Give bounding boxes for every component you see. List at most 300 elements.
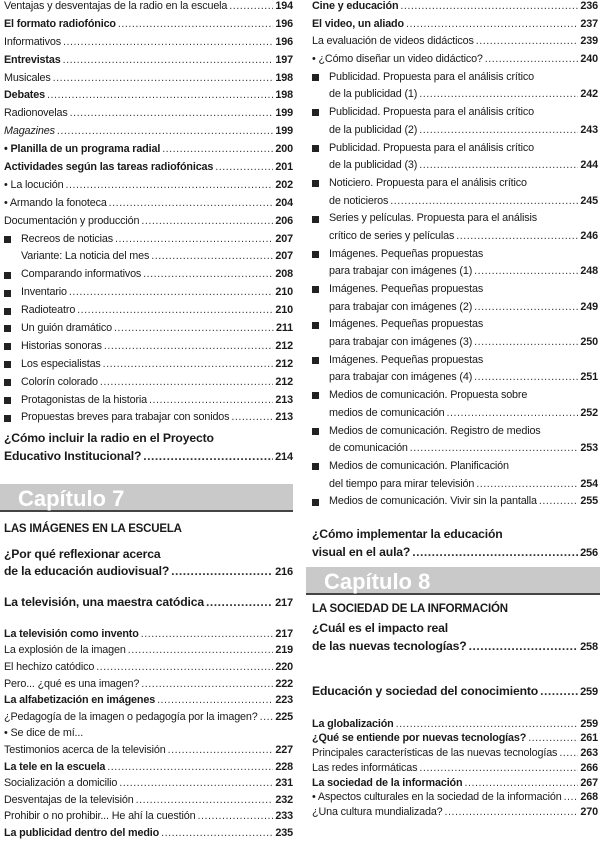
entry-title: Medios de comunicación. Planificación <box>329 459 509 472</box>
entry-title: • Aspectos culturales en la sociedad de la información <box>312 791 562 804</box>
toc-entry[interactable] <box>4 0 293 16</box>
page-number: 217 <box>275 627 293 640</box>
entry-title: Propuestas breves para trabajar con sonidos <box>21 411 230 424</box>
entry-title: Publicidad. Propuesta para el análisis crítico <box>329 141 534 154</box>
toc-entry[interactable] <box>4 105 293 123</box>
dot-leader <box>161 825 273 842</box>
toc-chapter-8 <box>312 620 598 820</box>
page-number: 258 <box>580 640 598 653</box>
dot-leader <box>136 792 274 809</box>
toc-entry[interactable] <box>4 692 293 709</box>
square-bullet-icon <box>4 415 11 422</box>
toc-line <box>312 387 598 405</box>
square-bullet-icon <box>312 286 319 293</box>
entry-title: Publicidad. Propuesta para el análisis crítico <box>329 106 534 119</box>
page-number: 201 <box>275 161 293 174</box>
toc-entry[interactable] <box>4 709 293 726</box>
toc-line <box>312 122 598 140</box>
entry-title: Variante: La noticia del mes <box>21 250 150 263</box>
dot-leader <box>171 563 273 580</box>
toc-entry[interactable] <box>4 594 293 611</box>
toc-entry[interactable] <box>4 409 293 427</box>
toc-line <box>312 731 598 746</box>
square-bullet-icon <box>4 236 11 243</box>
page-number: 194 <box>275 0 293 12</box>
page-number: 204 <box>275 196 293 209</box>
toc-entry[interactable] <box>4 266 293 284</box>
toc-line <box>4 105 293 123</box>
entry-title: ¿Pedagogía de la imagen o pedagogía por la imagen? <box>4 710 258 723</box>
page-number: 228 <box>275 760 293 773</box>
toc-line <box>312 0 598 16</box>
toc-line <box>312 717 598 732</box>
toc-line <box>4 177 293 195</box>
toc-entry[interactable] <box>4 642 293 659</box>
toc-entry[interactable] <box>312 717 598 732</box>
toc-line <box>312 86 598 104</box>
page-number: 196 <box>275 17 293 30</box>
toc-line <box>312 69 598 87</box>
toc-line <box>312 476 598 494</box>
page-number: 270 <box>580 806 598 819</box>
dot-leader <box>528 731 578 746</box>
square-bullet-icon <box>312 180 319 187</box>
toc-line <box>4 338 293 356</box>
page-number: 232 <box>275 793 293 806</box>
entry-title: La televisión, una maestra catódica <box>4 595 204 610</box>
entry-title: Debates <box>4 89 45 102</box>
toc-line <box>4 195 293 213</box>
toc-entry[interactable] <box>4 87 293 105</box>
dot-leader <box>474 334 578 352</box>
entry-title: El formato radiofónico <box>4 17 116 30</box>
page-number: 206 <box>275 214 293 227</box>
entry-title: de la educación audiovisual? <box>4 563 170 578</box>
entry-title: de la publicidad (2) <box>329 123 418 136</box>
dot-leader <box>464 776 578 791</box>
dot-leader <box>63 52 274 70</box>
page-number: 242 <box>580 88 598 101</box>
toc-line <box>312 458 598 476</box>
toc-line <box>312 210 598 228</box>
toc-entry[interactable] <box>4 141 293 159</box>
dot-leader <box>69 284 274 302</box>
toc-entry[interactable] <box>4 742 293 759</box>
toc-line <box>4 52 293 70</box>
toc-line <box>312 790 598 805</box>
entry-title: Principales características de las nuevas tecnologías <box>312 747 558 760</box>
entry-title: de las nuevas tecnologías? <box>312 638 467 653</box>
toc-line <box>4 159 293 177</box>
toc-line <box>4 70 293 88</box>
entry-title: Recreos de noticias <box>21 232 113 245</box>
toc-line <box>312 140 598 158</box>
entry-title: ¿Cómo incluir la radio en el Proyecto <box>4 431 214 446</box>
toc-entry[interactable] <box>312 281 598 316</box>
toc-entry[interactable] <box>4 659 293 676</box>
entry-title: Desventajas de la televisión <box>4 793 134 806</box>
toc-line <box>4 676 293 693</box>
entry-title: Magazines <box>4 125 55 138</box>
entry-title: La sociedad de la información <box>312 776 463 789</box>
dot-leader <box>412 544 578 562</box>
dot-leader <box>215 159 273 177</box>
dot-leader <box>100 374 274 392</box>
toc-line <box>312 33 598 51</box>
dot-leader <box>162 141 273 159</box>
page-number: 196 <box>275 35 293 48</box>
page-number: 255 <box>580 495 598 508</box>
toc-line <box>312 157 598 175</box>
chapter-7-banner: Capítulo 7 <box>0 484 293 512</box>
page-number: 266 <box>580 761 598 774</box>
page-number: 220 <box>275 660 293 673</box>
toc-line <box>4 642 293 659</box>
toc-entry[interactable] <box>312 246 598 281</box>
entry-title: El hechizo catódico <box>4 660 95 673</box>
page-number: 213 <box>275 393 293 406</box>
page-number: 267 <box>580 776 598 789</box>
toc-entry[interactable] <box>4 825 293 842</box>
toc-group <box>4 546 293 579</box>
chapter-8-banner: Capítulo 8 <box>306 567 600 595</box>
toc-line <box>4 34 293 52</box>
entry-title: para trabajar con imágenes (1) <box>329 265 473 278</box>
toc-line <box>4 775 293 792</box>
toc-entry[interactable] <box>312 316 598 351</box>
entry-title: crítico de series y películas <box>329 229 455 242</box>
toc-entry[interactable] <box>4 356 293 374</box>
dot-leader <box>474 263 578 281</box>
toc-entry[interactable] <box>312 140 598 175</box>
toc-line <box>4 430 293 448</box>
toc-entry[interactable] <box>4 16 293 34</box>
toc-line <box>312 281 598 299</box>
dot-leader <box>109 195 274 213</box>
toc-group <box>312 0 598 511</box>
toc-line <box>4 409 293 427</box>
toc-entry[interactable] <box>312 620 598 655</box>
dot-leader <box>229 0 273 16</box>
page-number: 210 <box>275 304 293 317</box>
entry-title: Publicidad. Propuesta para el análisis crítico <box>329 70 534 83</box>
toc-line <box>312 526 598 544</box>
toc-line <box>312 620 598 638</box>
dot-leader <box>400 0 578 16</box>
page-number: 216 <box>275 565 293 578</box>
toc-line <box>4 266 293 284</box>
toc-entry[interactable] <box>4 213 293 231</box>
dot-leader <box>65 177 273 195</box>
toc-entry[interactable] <box>4 248 293 266</box>
toc-entry[interactable] <box>4 123 293 141</box>
entry-title: medios de comunicación <box>329 406 445 419</box>
dot-leader <box>151 248 273 266</box>
page-number: 243 <box>580 123 598 136</box>
page-number: 259 <box>580 686 598 698</box>
dot-leader <box>197 808 273 825</box>
toc-entry[interactable] <box>4 231 293 249</box>
dot-leader <box>476 33 579 51</box>
toc-entry[interactable] <box>312 423 598 458</box>
toc-entry[interactable] <box>312 16 598 34</box>
toc-entry[interactable] <box>312 805 598 820</box>
toc-line <box>4 248 293 266</box>
toc-entry[interactable] <box>4 70 293 88</box>
toc-entry[interactable] <box>4 759 293 776</box>
dot-leader <box>539 493 579 511</box>
page-number: 217 <box>275 597 293 610</box>
entry-title: de la publicidad (3) <box>329 159 418 172</box>
toc-entry[interactable] <box>4 52 293 70</box>
toc-entry[interactable] <box>312 104 598 139</box>
toc-line <box>4 563 293 580</box>
entry-title: Educativo Institucional? <box>4 449 142 464</box>
page-number: 198 <box>275 71 293 84</box>
square-bullet-icon <box>312 392 319 399</box>
entry-title: Los especialistas <box>21 357 101 370</box>
page-number: 231 <box>275 777 293 790</box>
page-number: 236 <box>580 0 598 12</box>
toc-group <box>4 430 293 466</box>
toc-line <box>312 352 598 370</box>
toc-entry[interactable] <box>4 775 293 792</box>
entry-title: Radioteatro <box>21 304 76 317</box>
dot-leader <box>149 392 273 410</box>
entry-title: Pero... ¿qué es una imagen? <box>4 677 140 690</box>
square-bullet-icon <box>4 397 11 404</box>
toc-line <box>4 808 293 825</box>
toc-line <box>4 374 293 392</box>
toc-line <box>312 299 598 317</box>
page-number: 240 <box>580 53 598 66</box>
toc-line <box>312 104 598 122</box>
toc-line <box>4 284 293 302</box>
square-bullet-icon <box>4 325 11 332</box>
entry-title: Comparando informativos <box>21 268 142 281</box>
toc-line <box>4 302 293 320</box>
entry-title: Documentación y producción <box>4 214 140 227</box>
toc-entry[interactable] <box>312 683 598 701</box>
toc-entry[interactable] <box>4 34 293 52</box>
page-number: 210 <box>275 286 293 299</box>
toc-entry[interactable] <box>4 792 293 809</box>
dot-leader <box>107 759 273 776</box>
toc-entry[interactable] <box>4 302 293 320</box>
toc-entry[interactable] <box>4 374 293 392</box>
entry-title: para trabajar con imágenes (2) <box>329 300 473 313</box>
toc-entry[interactable] <box>4 195 293 213</box>
toc-line <box>312 746 598 761</box>
toc-line <box>312 193 598 211</box>
page-number: 239 <box>580 35 598 48</box>
toc-entry[interactable] <box>4 725 293 742</box>
toc-chapter-7 <box>4 546 293 842</box>
square-bullet-icon <box>312 74 319 81</box>
toc-entry[interactable] <box>312 51 598 69</box>
toc-entry[interactable] <box>312 790 598 805</box>
entry-title: ¿Por qué reflexionar acerca <box>4 547 161 561</box>
toc-entry[interactable] <box>312 69 598 104</box>
page-number: 251 <box>580 371 598 384</box>
dot-leader <box>231 409 273 427</box>
toc-entry[interactable] <box>312 387 598 422</box>
entry-title: • Planilla de un programa radial <box>4 143 161 156</box>
dot-leader <box>469 638 579 656</box>
toc-line <box>312 544 598 562</box>
toc-line <box>4 16 293 34</box>
dot-leader <box>103 356 274 374</box>
entry-title: ¿Qué se entiende por nuevas tecnologías? <box>312 732 527 745</box>
square-bullet-icon <box>4 361 11 368</box>
toc-line <box>4 692 293 709</box>
dot-leader <box>53 70 274 88</box>
entry-title: La alfabetización en imágenes <box>4 694 156 707</box>
dot-leader <box>476 476 578 494</box>
entry-title: Series y películas. Propuesta para el análisis <box>329 212 537 225</box>
toc-line <box>312 51 598 69</box>
entry-title: Entrevistas <box>4 53 61 66</box>
entry-title: visual en el aula? <box>312 544 411 559</box>
page-number: 213 <box>275 411 293 424</box>
entry-title: La televisión como invento <box>4 627 139 640</box>
toc-entry[interactable] <box>312 731 598 746</box>
page-number: 233 <box>275 810 293 823</box>
page-number: 268 <box>580 791 598 804</box>
toc-entry[interactable] <box>4 320 293 338</box>
dot-leader <box>118 16 274 34</box>
toc-entry[interactable] <box>4 808 293 825</box>
entry-title: Colorín colorado <box>21 375 98 388</box>
toc-entry[interactable] <box>4 177 293 195</box>
toc-line <box>312 316 598 334</box>
toc-entry[interactable] <box>312 33 598 51</box>
page-number: 212 <box>275 357 293 370</box>
toc-entry[interactable] <box>4 546 293 579</box>
dot-leader <box>419 86 578 104</box>
square-bullet-icon <box>312 499 319 506</box>
toc-group <box>312 717 598 821</box>
dot-leader <box>168 742 274 759</box>
dot-leader <box>70 105 274 123</box>
toc-line <box>312 175 598 193</box>
entry-title: • La locución <box>4 178 64 191</box>
dot-leader <box>128 642 274 659</box>
dot-leader <box>564 790 579 805</box>
toc-line <box>312 493 598 511</box>
toc-entry[interactable] <box>4 626 293 643</box>
toc-line <box>4 87 293 105</box>
entry-title: Las redes informáticas <box>312 761 418 774</box>
toc-group <box>4 0 293 427</box>
toc-entry[interactable] <box>312 458 598 493</box>
entry-title: Imágenes. Pequeñas propuestas <box>329 247 484 260</box>
toc-line <box>312 440 598 458</box>
toc-entry[interactable] <box>4 676 293 693</box>
toc-entry[interactable] <box>4 392 293 410</box>
entry-title: • Armando la fonoteca <box>4 196 107 209</box>
entry-title: de noticieros <box>329 194 389 207</box>
dot-leader <box>390 193 578 211</box>
square-bullet-icon <box>312 145 319 152</box>
toc-entry[interactable] <box>312 761 598 776</box>
dot-leader <box>104 338 274 356</box>
toc-line <box>312 16 598 34</box>
toc-line <box>4 213 293 231</box>
toc-entry[interactable] <box>312 776 598 791</box>
toc-line <box>312 228 598 246</box>
entry-title: Socialización a domicilio <box>4 777 118 790</box>
entry-title: de comunicación <box>329 442 408 455</box>
toc-entry[interactable] <box>312 175 598 210</box>
toc-line <box>312 805 598 820</box>
page-number: 259 <box>580 717 598 730</box>
toc-entry[interactable] <box>4 338 293 356</box>
entry-title: para trabajar con imágenes (3) <box>329 336 473 349</box>
page-number: 254 <box>580 477 598 490</box>
entry-title: • Se dice de mí... <box>4 727 84 740</box>
entry-title: Actividades según las tareas radiofónicas <box>4 161 214 174</box>
entry-title: • ¿Cómo diseñar un video didáctico? <box>312 53 483 66</box>
toc-group <box>312 683 598 701</box>
toc-entry[interactable] <box>312 0 598 16</box>
page-number: 263 <box>580 747 598 760</box>
dot-leader <box>396 717 579 732</box>
dot-leader <box>445 805 579 820</box>
dot-leader <box>540 683 578 701</box>
entry-title: Historias sonoras <box>21 339 102 352</box>
dot-leader <box>47 87 273 105</box>
entry-title: La evaluación de videos didácticos <box>312 35 474 48</box>
page-number: 256 <box>580 546 598 559</box>
toc-line <box>312 369 598 387</box>
page-number: 261 <box>580 732 598 745</box>
dot-leader <box>406 16 578 34</box>
toc-entry[interactable] <box>4 159 293 177</box>
dot-leader <box>474 299 578 317</box>
chapter-7-title: LAS IMÁGENES EN LA ESCUELA <box>4 523 182 535</box>
toc-line <box>4 392 293 410</box>
page-number: 252 <box>580 406 598 419</box>
toc-entry[interactable] <box>4 430 293 466</box>
entry-title: Prohibir o no prohibir... He ahí la cuestión <box>4 810 196 823</box>
dot-leader <box>206 594 273 611</box>
entry-title: Medios de comunicación. Vivir sin la pantalla <box>329 495 537 508</box>
page-number: 250 <box>580 336 598 349</box>
toc-entry[interactable] <box>312 210 598 245</box>
dot-leader <box>143 448 273 466</box>
entry-title: El video, un aliado <box>312 17 404 30</box>
entry-title: de la publicidad (1) <box>329 88 418 101</box>
toc-entry[interactable] <box>312 493 598 511</box>
page-number: 207 <box>275 232 293 245</box>
page-number: 202 <box>275 178 293 191</box>
entry-title: Inventario <box>21 286 67 299</box>
entry-title: para trabajar con imágenes (4) <box>329 371 473 384</box>
toc-line <box>4 709 293 726</box>
page-number: 235 <box>275 826 293 839</box>
toc-entry[interactable] <box>312 746 598 761</box>
entry-title: La tele en la escuela <box>4 760 106 773</box>
entry-title: Cine y educación <box>312 0 399 12</box>
page-number: 227 <box>275 743 293 756</box>
toc-entry[interactable] <box>312 526 598 561</box>
toc-entry[interactable] <box>312 352 598 387</box>
page-number: 245 <box>580 194 598 207</box>
page-number: 248 <box>580 265 598 278</box>
page-number: 225 <box>275 710 293 723</box>
toc-entry[interactable] <box>4 284 293 302</box>
